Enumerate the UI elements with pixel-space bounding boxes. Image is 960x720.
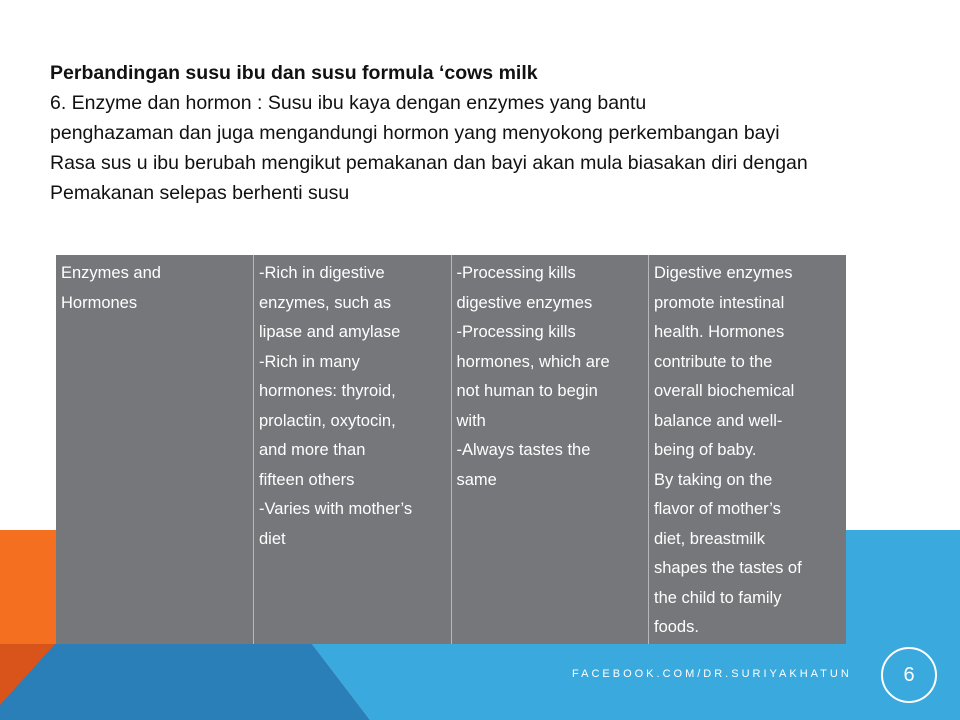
footer-source: FACEBOOK.COM/DR.SURIYAKHATUN — [572, 668, 852, 680]
cell-line: overall biochemical — [654, 382, 795, 400]
cell-line: -Always tastes the — [456, 441, 591, 459]
cell-line: contribute to the — [654, 352, 773, 371]
cell-line: -Processing kills — [456, 323, 576, 341]
page-number: 6 — [881, 647, 937, 703]
cell-line: -Rich in digestive — [259, 264, 385, 282]
cell-line: Hormones — [61, 293, 138, 312]
cell-line: hormones, which are — [456, 352, 610, 371]
cell-line: promote intestinal — [654, 293, 785, 312]
body-line: Rasa sus u ibu berubah mengikut pemakanan dan bayi akan mula biasakan diri dengan — [50, 152, 808, 174]
body-line: penghazaman dan juga mengandungi hormon yang menyokong perkembangan bayi — [50, 122, 780, 144]
cell-line: same — [456, 470, 497, 489]
cell-line: -Processing kills — [456, 264, 576, 282]
cell-line: foods. — [654, 618, 699, 636]
cell-line: being of baby. — [654, 441, 757, 459]
cell-line: Enzymes and — [61, 264, 161, 282]
cell-line: with — [456, 411, 486, 430]
body-line: Pemakanan selepas berhenti susu — [50, 182, 350, 204]
cell-line: -Rich in many — [259, 352, 360, 371]
table-cell-category — [56, 255, 254, 644]
cell-line: flavor of mother’s — [654, 500, 781, 518]
cell-line: diet, breastmilk — [654, 529, 765, 548]
cell-line: and more than — [259, 441, 366, 459]
table-cell-importance — [649, 255, 847, 644]
slide-text — [50, 58, 950, 208]
cell-line: not human to begin — [456, 382, 598, 400]
cell-line: shapes the tastes of — [654, 559, 802, 577]
cell-line: balance and well- — [654, 411, 783, 430]
dark-blue-shape — [0, 644, 370, 720]
comparison-table — [56, 255, 846, 644]
cell-line: -Varies with mother’s — [259, 500, 413, 518]
cell-line: prolactin, oxytocin, — [259, 411, 396, 430]
cell-line: digestive enzymes — [456, 293, 593, 312]
table-row — [56, 255, 846, 644]
body-line: 6. Enzyme dan hormon : Susu ibu kaya dengan enzymes yang bantu — [50, 92, 647, 114]
cell-line: Digestive enzymes — [654, 264, 793, 282]
cell-line: the child to family — [654, 588, 782, 607]
table-cell-breastmilk — [254, 255, 452, 644]
cell-line: By taking on the — [654, 470, 773, 489]
table-cell-formula — [451, 255, 649, 644]
cell-line: enzymes, such as — [259, 293, 392, 312]
cell-line: lipase and amylase — [259, 323, 401, 341]
cell-line: health. Hormones — [654, 323, 785, 341]
cell-line: hormones: thyroid, — [259, 382, 396, 400]
slide-title: Perbandingan susu ibu dan susu formula ‘cows milk — [50, 62, 538, 84]
cell-line: fifteen others — [259, 470, 355, 489]
cell-line: diet — [259, 529, 286, 548]
